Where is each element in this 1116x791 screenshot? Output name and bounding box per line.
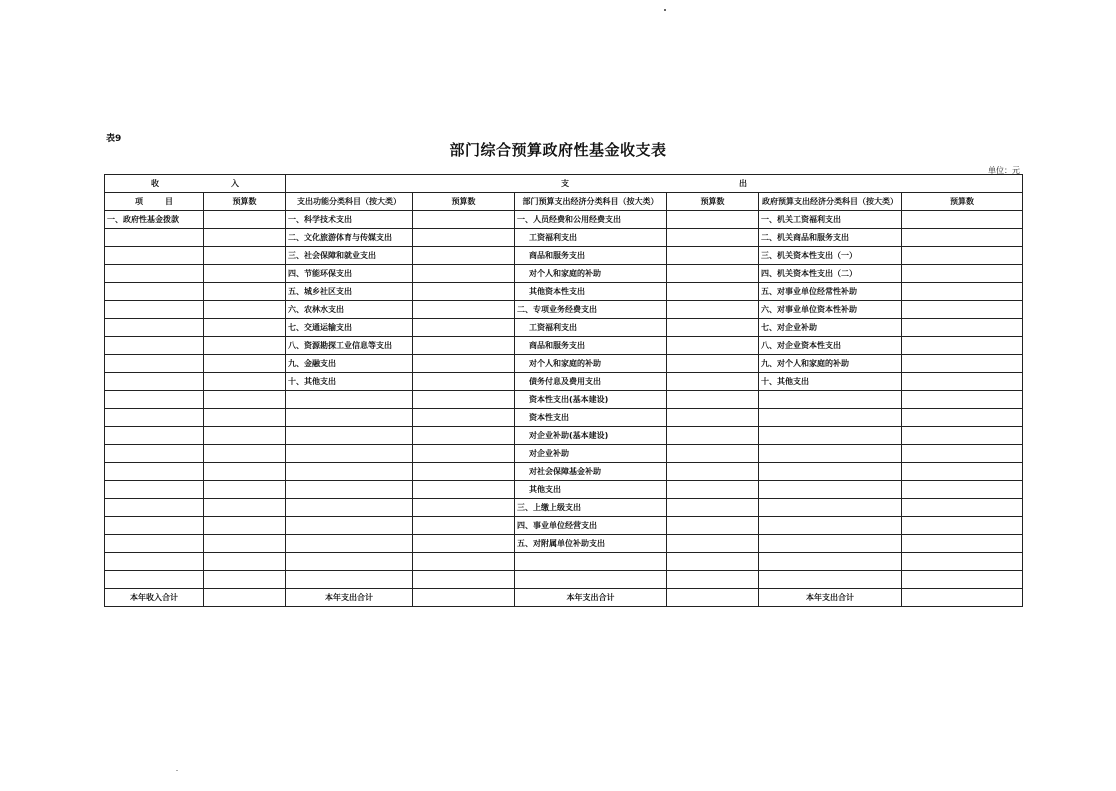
col-header-item-a: 项 xyxy=(135,197,143,206)
expense-group-label-b: 出 xyxy=(739,179,748,188)
income-budget-cell xyxy=(204,247,286,265)
income-item-cell xyxy=(105,463,204,481)
gov-econ-item-cell xyxy=(759,445,902,463)
func-item-cell: 三、社会保障和就业支出 xyxy=(286,247,413,265)
income-item-cell xyxy=(105,301,204,319)
dept-econ-item-cell: 四、事业单位经营支出 xyxy=(515,517,667,535)
col-header-budget: 预算数 xyxy=(204,193,286,211)
func-budget-cell xyxy=(413,409,515,427)
dept-econ-item-cell: 其他资本性支出 xyxy=(515,283,667,301)
income-budget-cell xyxy=(204,211,286,229)
table-row xyxy=(105,265,1023,283)
func-item-cell xyxy=(286,427,413,445)
func-budget-cell xyxy=(413,553,515,571)
func-budget-cell xyxy=(413,211,515,229)
func-budget-cell xyxy=(413,373,515,391)
income-total-label: 本年收入合计 xyxy=(105,589,204,607)
func-item-cell xyxy=(286,391,413,409)
func-item-cell xyxy=(286,481,413,499)
dept-econ-item-cell: 对企业补助(基本建设) xyxy=(515,427,667,445)
dept-budget-cell xyxy=(667,553,759,571)
gov-budget-cell xyxy=(902,247,1023,265)
income-budget-cell xyxy=(204,283,286,301)
income-item-cell xyxy=(105,409,204,427)
func-budget-cell xyxy=(413,463,515,481)
gov-budget-cell xyxy=(902,409,1023,427)
gov-budget-cell xyxy=(902,571,1023,589)
dept-budget-cell xyxy=(667,355,759,373)
income-budget-cell xyxy=(204,571,286,589)
dept-total-value xyxy=(667,589,759,607)
func-budget-cell xyxy=(413,301,515,319)
table-row xyxy=(105,481,1023,499)
dept-budget-cell xyxy=(667,391,759,409)
gov-budget-cell xyxy=(902,427,1023,445)
gov-econ-item-cell xyxy=(759,553,902,571)
dept-econ-item-cell: 债务付息及费用支出 xyxy=(515,373,667,391)
func-item-cell: 五、城乡社区支出 xyxy=(286,283,413,301)
gov-budget-cell xyxy=(902,265,1023,283)
dept-budget-cell xyxy=(667,337,759,355)
dept-total-label: 本年支出合计 xyxy=(515,589,667,607)
table-row xyxy=(105,463,1023,481)
func-budget-cell xyxy=(413,481,515,499)
gov-budget-cell xyxy=(902,283,1023,301)
gov-budget-cell xyxy=(902,463,1023,481)
dept-budget-cell xyxy=(667,319,759,337)
dept-budget-cell xyxy=(667,409,759,427)
gov-total-label: 本年支出合计 xyxy=(759,589,902,607)
func-item-cell: 六、农林水支出 xyxy=(286,301,413,319)
dept-budget-cell xyxy=(667,445,759,463)
income-item-cell xyxy=(105,427,204,445)
income-item-cell xyxy=(105,355,204,373)
func-budget-cell xyxy=(413,337,515,355)
gov-budget-cell xyxy=(902,499,1023,517)
table-row xyxy=(105,283,1023,301)
income-item-cell xyxy=(105,445,204,463)
income-budget-cell xyxy=(204,301,286,319)
gov-budget-cell xyxy=(902,229,1023,247)
gov-econ-item-cell: 七、对企业补助 xyxy=(759,319,902,337)
dept-budget-cell xyxy=(667,427,759,445)
col-header-dept-econ: 部门预算支出经济分类科目（按大类） xyxy=(515,193,667,211)
dept-econ-item-cell: 资本性支出 xyxy=(515,409,667,427)
dept-budget-cell xyxy=(667,229,759,247)
table-row xyxy=(105,409,1023,427)
expense-group-label-a: 支 xyxy=(561,179,570,188)
func-budget-cell xyxy=(413,499,515,517)
col-header-func: 支出功能分类科目（按大类） xyxy=(286,193,413,211)
gov-econ-item-cell xyxy=(759,517,902,535)
dept-budget-cell xyxy=(667,517,759,535)
income-item-cell xyxy=(105,553,204,571)
income-item-cell xyxy=(105,283,204,301)
dept-budget-cell xyxy=(667,571,759,589)
dept-budget-cell xyxy=(667,265,759,283)
income-group-label-b: 入 xyxy=(231,179,239,188)
income-group-header xyxy=(105,175,286,193)
income-budget-cell xyxy=(204,391,286,409)
gov-econ-item-cell: 十、其他支出 xyxy=(759,373,902,391)
dept-budget-cell xyxy=(667,211,759,229)
gov-econ-item-cell: 四、机关资本性支出（二） xyxy=(759,265,902,283)
func-item-cell xyxy=(286,553,413,571)
income-budget-cell xyxy=(204,517,286,535)
dept-econ-item-cell: 工资福利支出 xyxy=(515,229,667,247)
func-budget-cell xyxy=(413,445,515,463)
func-budget-cell xyxy=(413,283,515,301)
func-budget-cell xyxy=(413,355,515,373)
table-row xyxy=(105,427,1023,445)
dept-econ-item-cell: 对个人和家庭的补助 xyxy=(515,265,667,283)
gov-econ-item-cell xyxy=(759,427,902,445)
gov-budget-cell xyxy=(902,391,1023,409)
gov-budget-cell xyxy=(902,517,1023,535)
budget-table xyxy=(104,174,1023,607)
func-budget-cell xyxy=(413,517,515,535)
col-header-gov-econ: 政府预算支出经济分类科目（按大类） xyxy=(759,193,902,211)
income-budget-cell xyxy=(204,229,286,247)
table-row xyxy=(105,445,1023,463)
func-item-cell xyxy=(286,571,413,589)
table-row xyxy=(105,229,1023,247)
dept-econ-item-cell: 对个人和家庭的补助 xyxy=(515,355,667,373)
table-row xyxy=(105,391,1023,409)
col-header-item-b: 目 xyxy=(165,197,173,206)
func-total-label: 本年支出合计 xyxy=(286,589,413,607)
expense-group-header xyxy=(286,175,1023,193)
gov-econ-item-cell: 八、对企业资本性支出 xyxy=(759,337,902,355)
func-budget-cell xyxy=(413,535,515,553)
income-budget-cell xyxy=(204,355,286,373)
table-row xyxy=(105,319,1023,337)
income-group-label-a: 收 xyxy=(151,179,159,188)
income-item-cell xyxy=(105,247,204,265)
gov-budget-cell xyxy=(902,553,1023,571)
gov-budget-cell xyxy=(902,337,1023,355)
gov-econ-item-cell xyxy=(759,391,902,409)
dept-econ-item-cell: 商品和服务支出 xyxy=(515,247,667,265)
income-item-cell xyxy=(105,319,204,337)
income-budget-cell xyxy=(204,481,286,499)
income-budget-cell xyxy=(204,319,286,337)
dept-econ-item-cell: 五、对附属单位补助支出 xyxy=(515,535,667,553)
func-item-cell: 四、节能环保支出 xyxy=(286,265,413,283)
gov-budget-cell xyxy=(902,211,1023,229)
gov-econ-item-cell: 五、对事业单位经常性补助 xyxy=(759,283,902,301)
func-budget-cell xyxy=(413,391,515,409)
income-budget-cell xyxy=(204,373,286,391)
gov-econ-item-cell xyxy=(759,499,902,517)
gov-econ-item-cell xyxy=(759,535,902,553)
dept-econ-item-cell: 商品和服务支出 xyxy=(515,337,667,355)
income-item-cell xyxy=(105,517,204,535)
gov-econ-item-cell: 九、对个人和家庭的补助 xyxy=(759,355,902,373)
income-budget-cell xyxy=(204,553,286,571)
income-item-cell xyxy=(105,481,204,499)
func-item-cell xyxy=(286,463,413,481)
dept-econ-item-cell: 其他支出 xyxy=(515,481,667,499)
gov-budget-cell xyxy=(902,319,1023,337)
dept-budget-cell xyxy=(667,535,759,553)
group-header-row xyxy=(105,175,1023,193)
income-item-cell xyxy=(105,337,204,355)
func-item-cell: 七、交通运输支出 xyxy=(286,319,413,337)
table-row xyxy=(105,499,1023,517)
gov-econ-item-cell: 一、机关工资福利支出 xyxy=(759,211,902,229)
col-header-budget: 预算数 xyxy=(902,193,1023,211)
dept-budget-cell xyxy=(667,481,759,499)
func-item-cell: 二、文化旅游体育与传媒支出 xyxy=(286,229,413,247)
income-item-cell xyxy=(105,535,204,553)
income-budget-cell xyxy=(204,409,286,427)
dept-econ-item-cell: 资本性支出(基本建设) xyxy=(515,391,667,409)
gov-econ-item-cell xyxy=(759,571,902,589)
table-row xyxy=(105,247,1023,265)
func-item-cell xyxy=(286,499,413,517)
table-row xyxy=(105,571,1023,589)
gov-econ-item-cell xyxy=(759,409,902,427)
table-row xyxy=(105,337,1023,355)
dept-econ-item-cell: 对企业补助 xyxy=(515,445,667,463)
income-item-cell: 一、政府性基金拨款 xyxy=(105,211,204,229)
income-budget-cell xyxy=(204,499,286,517)
func-budget-cell xyxy=(413,229,515,247)
scan-speck xyxy=(664,9,666,11)
gov-budget-cell xyxy=(902,481,1023,499)
dept-budget-cell xyxy=(667,301,759,319)
gov-econ-item-cell: 三、机关资本性支出（一） xyxy=(759,247,902,265)
dept-econ-item-cell: 一、人员经费和公用经费支出 xyxy=(515,211,667,229)
func-budget-cell xyxy=(413,427,515,445)
income-item-cell xyxy=(105,391,204,409)
gov-budget-cell xyxy=(902,445,1023,463)
income-item-cell xyxy=(105,571,204,589)
gov-total-value xyxy=(902,589,1023,607)
income-item-cell xyxy=(105,229,204,247)
income-budget-cell xyxy=(204,337,286,355)
func-item-cell xyxy=(286,445,413,463)
gov-budget-cell xyxy=(902,535,1023,553)
dept-budget-cell xyxy=(667,247,759,265)
income-budget-cell xyxy=(204,445,286,463)
income-total-value xyxy=(204,589,286,607)
dept-econ-item-cell: 三、上缴上级支出 xyxy=(515,499,667,517)
table-row xyxy=(105,373,1023,391)
func-budget-cell xyxy=(413,571,515,589)
gov-econ-item-cell: 二、机关商品和服务支出 xyxy=(759,229,902,247)
gov-budget-cell xyxy=(902,301,1023,319)
func-item-cell xyxy=(286,535,413,553)
dept-econ-item-cell: 对社会保障基金补助 xyxy=(515,463,667,481)
func-item-cell: 一、科学技术支出 xyxy=(286,211,413,229)
table-number: 表9 xyxy=(106,134,122,144)
income-item-cell xyxy=(105,499,204,517)
func-item-cell: 九、金融支出 xyxy=(286,355,413,373)
col-header-budget: 预算数 xyxy=(413,193,515,211)
func-item-cell: 十、其他支出 xyxy=(286,373,413,391)
income-budget-cell xyxy=(204,427,286,445)
table-row xyxy=(105,211,1023,229)
document-title: 部门综合预算政府性基金收支表 xyxy=(449,141,667,159)
col-header-budget: 预算数 xyxy=(667,193,759,211)
unit-label: 单位：元 xyxy=(988,166,1020,175)
func-total-value xyxy=(413,589,515,607)
income-budget-cell xyxy=(204,535,286,553)
column-header-row xyxy=(105,193,1023,211)
totals-row xyxy=(105,589,1023,607)
dept-budget-cell xyxy=(667,463,759,481)
func-item-cell xyxy=(286,517,413,535)
dept-econ-item-cell xyxy=(515,553,667,571)
table-row xyxy=(105,301,1023,319)
gov-budget-cell xyxy=(902,355,1023,373)
func-item-cell: 八、资源勘探工业信息等支出 xyxy=(286,337,413,355)
table-row xyxy=(105,553,1023,571)
dept-econ-item-cell xyxy=(515,571,667,589)
func-budget-cell xyxy=(413,247,515,265)
table-row xyxy=(105,355,1023,373)
func-budget-cell xyxy=(413,319,515,337)
income-budget-cell xyxy=(204,463,286,481)
gov-econ-item-cell: 六、对事业单位资本性补助 xyxy=(759,301,902,319)
scan-speck xyxy=(176,770,178,771)
gov-econ-item-cell xyxy=(759,481,902,499)
gov-econ-item-cell xyxy=(759,463,902,481)
income-budget-cell xyxy=(204,265,286,283)
dept-budget-cell xyxy=(667,373,759,391)
income-item-cell xyxy=(105,373,204,391)
dept-budget-cell xyxy=(667,283,759,301)
dept-econ-item-cell: 二、专项业务经费支出 xyxy=(515,301,667,319)
dept-budget-cell xyxy=(667,499,759,517)
col-header-item xyxy=(105,193,204,211)
gov-budget-cell xyxy=(902,373,1023,391)
func-budget-cell xyxy=(413,265,515,283)
func-item-cell xyxy=(286,409,413,427)
table-row xyxy=(105,517,1023,535)
dept-econ-item-cell: 工资福利支出 xyxy=(515,319,667,337)
income-item-cell xyxy=(105,265,204,283)
table-row xyxy=(105,535,1023,553)
